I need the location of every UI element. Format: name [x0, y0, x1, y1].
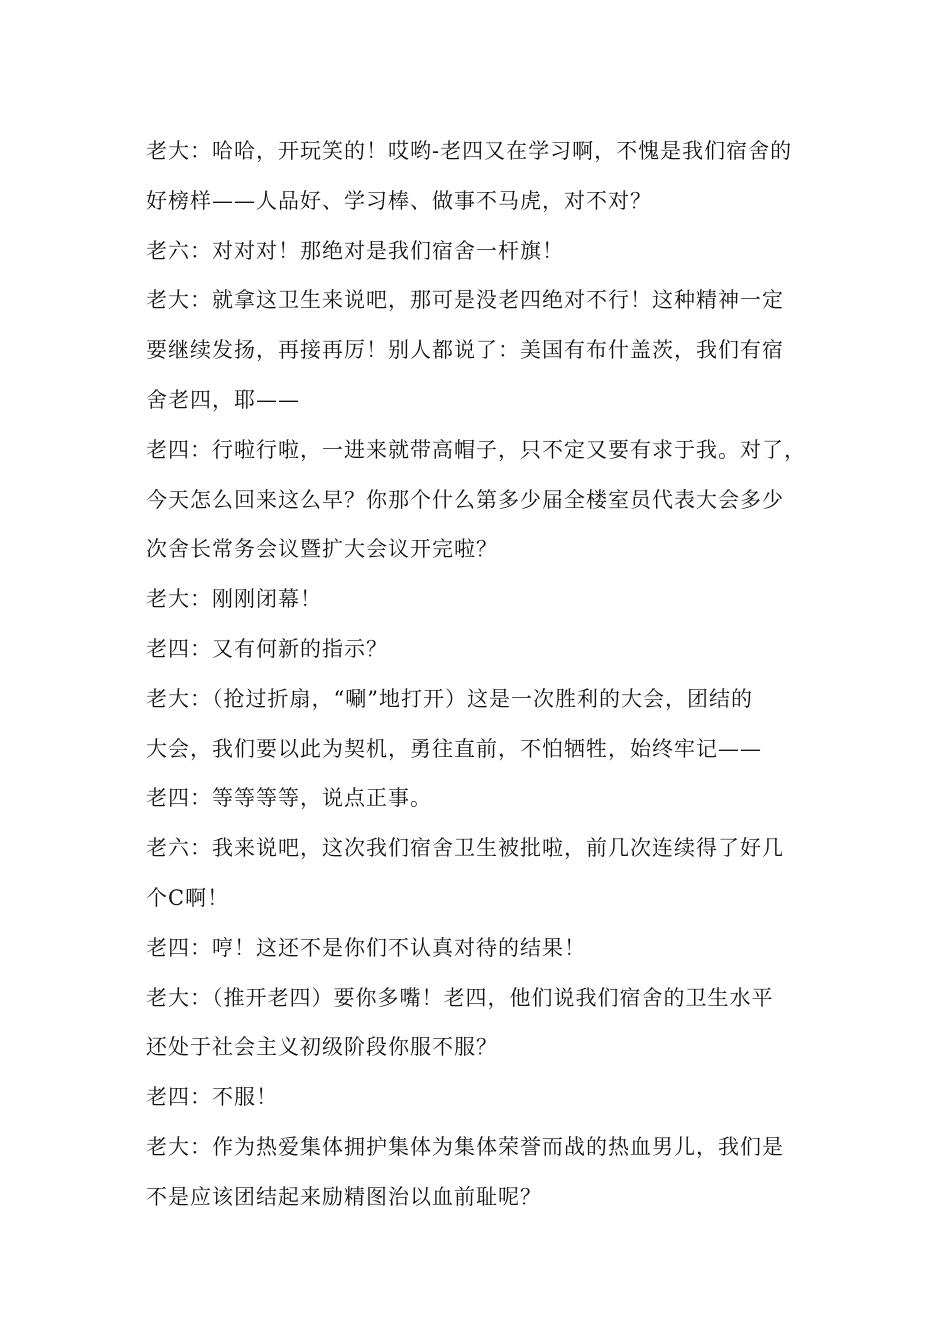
- text-line-1: 老大：哈哈，开玩笑的！哎哟-老四又在学习啊，不愧是我们宿舍的: [146, 139, 793, 163]
- text-line-22: 不是应该团结起来励精图治以血前耻呢？: [146, 1184, 542, 1209]
- text-line-18: 老大：（推开老四）要你多嘴！老四，他们说我们宿舍的卫生水平: [146, 985, 774, 1010]
- text-line-20: 老四：不服！: [146, 1085, 278, 1110]
- dialogue-text: [146, 127, 826, 1223]
- text-line-13: 大会，我们要以此为契机，勇往直前，不怕牺牲，始终牢记——: [146, 736, 762, 761]
- text-line-3: 老六：对对对！那绝对是我们宿舍一杆旗！: [146, 238, 564, 263]
- text-line-17: 老四：哼！这还不是你们不认真对待的结果！: [146, 935, 586, 960]
- text-line-8: 今天怎么回来这么早？你那个什么第多少届全楼室员代表大会多少: [146, 487, 784, 512]
- text-line-11: 老四：又有何新的指示？: [146, 636, 388, 661]
- text-line-21: 老大：作为热爱集体拥护集体为集体荣誉而战的热血男儿，我们是: [146, 1134, 784, 1159]
- text-line-4: 老大：就拿这卫生来说吧，那可是没老四绝对不行！这种精神一定: [146, 288, 784, 313]
- text-line-19: 还处于社会主义初级阶段你服不服？: [146, 1035, 498, 1060]
- text-line-7: 老四：行啦行啦，一进来就带高帽子，只不定又要有求于我。对了，: [146, 437, 806, 462]
- text-line-16: 个C啊！: [146, 885, 230, 910]
- text-line-14: 老四：等等等等，说点正事。: [146, 786, 432, 811]
- text-line-5: 要继续发扬，再接再厉！别人都说了：美国有布什盖茨，我们有宿: [146, 338, 784, 363]
- text-line-9: 次舍长常务会议暨扩大会议开完啦？: [146, 537, 498, 562]
- text-line-6: 舍老四，耶——: [146, 387, 300, 412]
- text-line-2: 好榜样——人品好、学习棒、做事不马虎，对不对？: [146, 188, 652, 213]
- text-line-10: 老大：刚刚闭幕！: [146, 587, 322, 612]
- text-line-12: 老大：（抢过折扇，“唰”地打开）这是一次胜利的大会，团结的: [146, 686, 753, 711]
- text-line-15: 老六：我来说吧，这次我们宿舍卫生被批啦，前几次连续得了好几: [146, 836, 784, 861]
